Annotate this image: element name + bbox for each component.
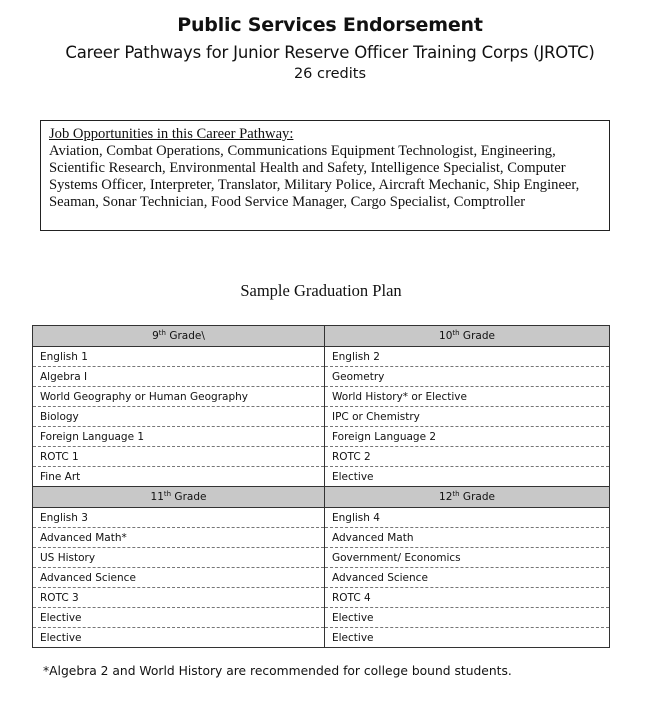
course-cell: World History* or Elective xyxy=(325,387,610,407)
course-row xyxy=(33,608,610,628)
graduation-plan-table xyxy=(32,325,610,648)
page-subtitle: Career Pathways for Junior Reserve Officer Training Corps (JROTC) xyxy=(65,43,595,62)
credits-count: 26 credits xyxy=(293,66,367,82)
course-cell: Elective xyxy=(325,628,610,648)
course-row xyxy=(33,528,610,548)
course-row xyxy=(33,387,610,407)
course-row xyxy=(33,628,610,648)
course-cell: Advanced Math* xyxy=(33,528,325,548)
course-cell: ROTC 4 xyxy=(325,588,610,608)
course-cell: IPC or Chemistry xyxy=(325,407,610,427)
job-opportunities-heading: Job Opportunities in this Career Pathway: xyxy=(49,126,294,142)
course-cell: ROTC 3 xyxy=(33,588,325,608)
course-cell: Foreign Language 2 xyxy=(325,427,610,447)
page-title: Public Services Endorsement xyxy=(177,14,483,36)
course-cell: English 2 xyxy=(325,347,610,367)
course-row xyxy=(33,568,610,588)
course-cell: English 1 xyxy=(33,347,325,367)
job-line: Scientific Research, Environmental Health and Safety, Intelligence Specialist, Computer xyxy=(49,160,566,176)
grade-9-header: 9th Grade\ xyxy=(33,326,325,347)
course-cell: Elective xyxy=(325,467,610,487)
course-row xyxy=(33,427,610,447)
course-cell: Fine Art xyxy=(33,467,325,487)
course-row xyxy=(33,447,610,467)
course-cell: Advanced Math xyxy=(325,528,610,548)
course-cell: English 3 xyxy=(33,508,325,528)
grade-10-header: 10th Grade xyxy=(325,326,610,347)
grade-header-row xyxy=(33,487,610,508)
grade-header-row xyxy=(33,326,610,347)
job-line: Systems Officer, Interpreter, Translator, Military Police, Aircraft Mechanic, Ship Engineer, xyxy=(49,177,580,193)
course-cell: Government/ Economics xyxy=(325,548,610,568)
course-row xyxy=(33,548,610,568)
course-cell: US History xyxy=(33,548,325,568)
grade-11-header: 11th Grade xyxy=(33,487,325,508)
course-cell: English 4 xyxy=(325,508,610,528)
job-opportunities-box xyxy=(40,120,610,231)
course-cell: Elective xyxy=(33,628,325,648)
grade-12-header: 12th Grade xyxy=(325,487,610,508)
course-cell: Elective xyxy=(325,608,610,628)
job-line: Seaman, Sonar Technician, Food Service Manager, Cargo Specialist, Comptroller xyxy=(49,194,526,210)
course-cell: Geometry xyxy=(325,367,610,387)
course-cell: Elective xyxy=(33,608,325,628)
footnote: *Algebra 2 and World History are recommended for college bound students. xyxy=(43,664,512,678)
job-line: Aviation, Combat Operations, Communications Equipment Technologist, Engineering, xyxy=(49,143,556,159)
course-cell: Biology xyxy=(33,407,325,427)
graduation-plan-title: Sample Graduation Plan xyxy=(240,281,402,300)
course-cell: World Geography or Human Geography xyxy=(33,387,325,407)
course-cell: Foreign Language 1 xyxy=(33,427,325,447)
course-cell: ROTC 2 xyxy=(325,447,610,467)
course-cell: Advanced Science xyxy=(33,568,325,588)
course-row xyxy=(33,347,610,367)
course-row xyxy=(33,407,610,427)
course-row xyxy=(33,367,610,387)
course-cell: Advanced Science xyxy=(325,568,610,588)
course-cell: ROTC 1 xyxy=(33,447,325,467)
course-row xyxy=(33,508,610,528)
course-row xyxy=(33,588,610,608)
course-row xyxy=(33,467,610,487)
course-cell: Algebra I xyxy=(33,367,325,387)
